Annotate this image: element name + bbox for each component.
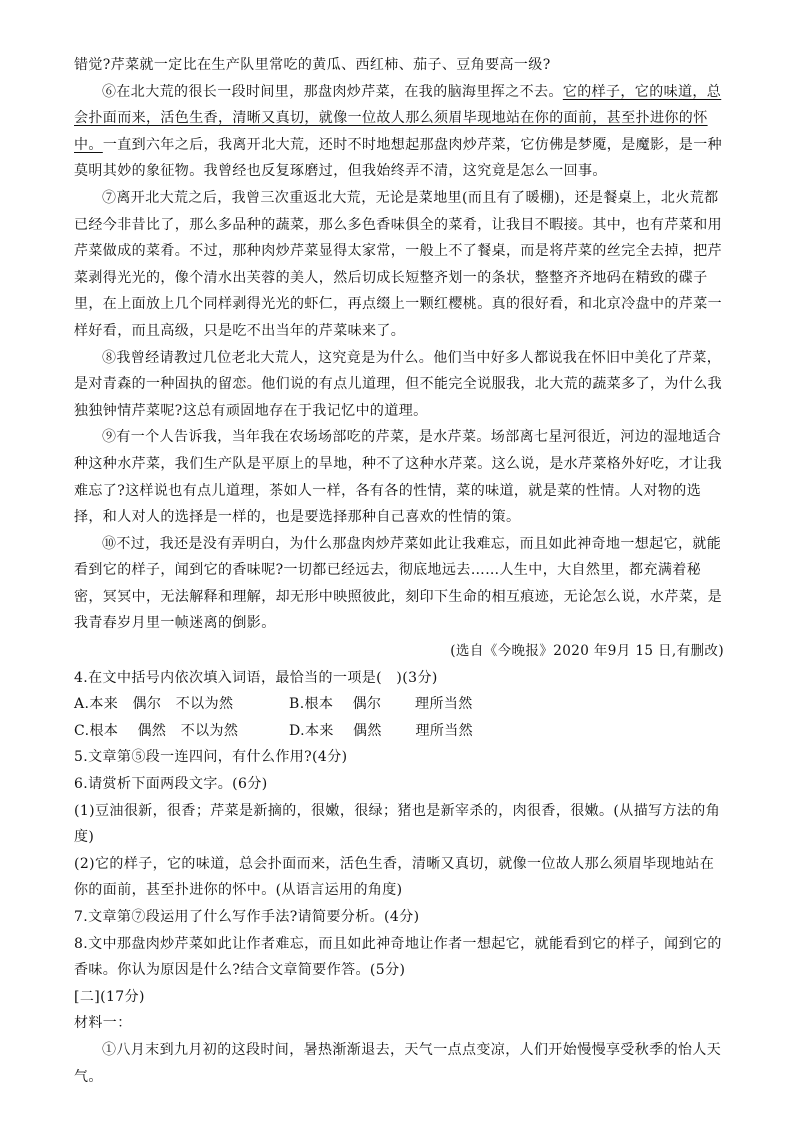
option-a: A.本来 偶尔 不以为然 <box>74 696 234 713</box>
paragraph-6-start: ⑥在北大荒的很长一段时间里，那盘肉炒芹菜，在我的脑海里挥之不去。 <box>102 83 563 100</box>
option-c: C.根本 偶然 不以为然 <box>74 722 239 739</box>
question-7: 7.文章第⑦段运用了什么写作手法?请简要分析。(4分) <box>74 909 420 925</box>
paragraph-6-underlined: 它的样子，它的味道，总会扑面而来，活色生香，清晰又真切，就像一位故人那么须眉毕现地站在你的面前，甚至扑进你的怀中。 <box>74 83 722 153</box>
paragraph-9: ⑨有一个人告诉我，当年我在农场场部吃的芹菜，是水芹菜。场部离七星河很近，河边的湿地适合种这种水芹菜，我们生产队是平原上的旱地，种不了这种水芹菜。这么说，是水芹菜格外好吃，才让我难忘了?这样说也有点儿道理，茶如人一样，各有各的性情，菜的味道，就是菜的性情。人对物的选择，和人对人的选择是一样的，也是要选择那种自己喜欢的性情的策。 <box>74 429 722 526</box>
paragraph-10: ⑩不过，我还是没有弄明白，为什么那盘肉炒芹菜如此让我难忘，而且如此神奇地一想起它，就能看到它的样子，闻到它的香味呢?一切都已经远去，彻底地远去……人生中，大自然里，都充满着秘密，冥冥中，无法解释和理解，却无形中映照彼此，刻印下生命的相互痕迹，无论怎么说，水芹菜，是我青春岁月里一帧迷离的倒影。 <box>74 535 722 632</box>
material-1-label: 材料一： <box>74 1015 132 1032</box>
question-5: 5.文章第⑤段一连四问，有什么作用?(4分) <box>74 749 348 766</box>
section-2-heading: [二](17分) <box>74 988 145 1005</box>
question-6: 6.请赏析下面两段文字。(6分) <box>74 776 268 793</box>
question-4-options-row-2 <box>74 718 724 745</box>
question-4-options-row-1 <box>74 691 724 718</box>
paragraph-6-end: 一直到六年之后，我离开北大荒，还时不时地想起那盘肉炒芹菜，它仿佛是梦魇，是魔影，是一种莫明其妙的象征物。我曾经也反复琢磨过，但我始终弄不清，这究竟是怎么一回事。 <box>74 136 723 180</box>
option-b: B.根本 偶尔 理所当然 <box>289 696 473 713</box>
passage-intro: 错觉?芹菜就一定比在生产队里常吃的黄瓜、西红柿、茄子、豆角要高一级? <box>74 57 551 73</box>
question-4: 4.在文中括号内依次填入词语，最恰当的一项是( )(3分) <box>74 669 438 686</box>
paragraph-6 <box>74 79 724 185</box>
paragraph-8: ⑧我曾经请教过几位老北大荒人，这究竟是为什么。他们当中好多人都说我在怀旧中美化了芹菜，是对青森的一种固执的留恋。他们说的有点儿道理，但不能完全说服我，北大荒的蔬菜多了，为什么我独独钟情芹菜呢?这总有顽固地存在于我记忆中的道理。 <box>74 349 722 419</box>
paragraph-7: ⑦离开北大荒之后，我曾三次重返北大荒，无论是菜地里(而且有了暖棚)，还是餐桌上，北火荒都已经今非昔比了，那么多品种的蔬菜，那么多色香味俱全的菜肴，让我目不暇接。其中，也有芹菜和用芹菜做成的菜肴。不过，那种肉炒芹菜显得太家常，一般上不了餐桌，而是将芹菜的丝完全去掉，把芹菜剥得光光的，像个清水出芙蓉的美人，然后切成长短整齐划一的条状，整整齐齐地码在精致的碟子里，在上面放上几个同样剥得光光的虾仁，再点缀上一颗红樱桃。真的很好看，和北京冷盘中的芹菜一样好看，而且高级，只是吃不出当年的芹菜味来了。 <box>74 189 722 339</box>
question-6-part-1: (1)豆油很新，很香；芹菜是新摘的，很嫩，很绿；猪也是新宰杀的，肉很香，很嫩。(从描写方法的角度) <box>74 802 721 846</box>
question-6-part-2: (2)它的样子，它的味道，总会扑面而来，活色生香，清晰又真切，就像一位故人那么须眉毕现地站在你的面前，甚至扑进你的怀中。(从语言运用的角度) <box>74 855 715 899</box>
question-8: 8.文中那盘肉炒芹菜如此让作者难忘，而且如此神奇地让作者一想起它，就能看到它的样子，闻到它的香味。你认为原因是什么?结合文章简要作答。(5分) <box>74 935 722 979</box>
document-page <box>74 52 724 1090</box>
material-1-paragraph-1: ①八月末到九月初的这段时间，暑热渐渐退去，天气一点点变凉，人们开始慢慢享受秋季的怡人天气。 <box>74 1041 722 1085</box>
option-d: D.本来 偶然 理所当然 <box>289 722 474 739</box>
source-citation: (选自《今晚报》2020 年9月 15 日,有删改) <box>450 643 724 660</box>
